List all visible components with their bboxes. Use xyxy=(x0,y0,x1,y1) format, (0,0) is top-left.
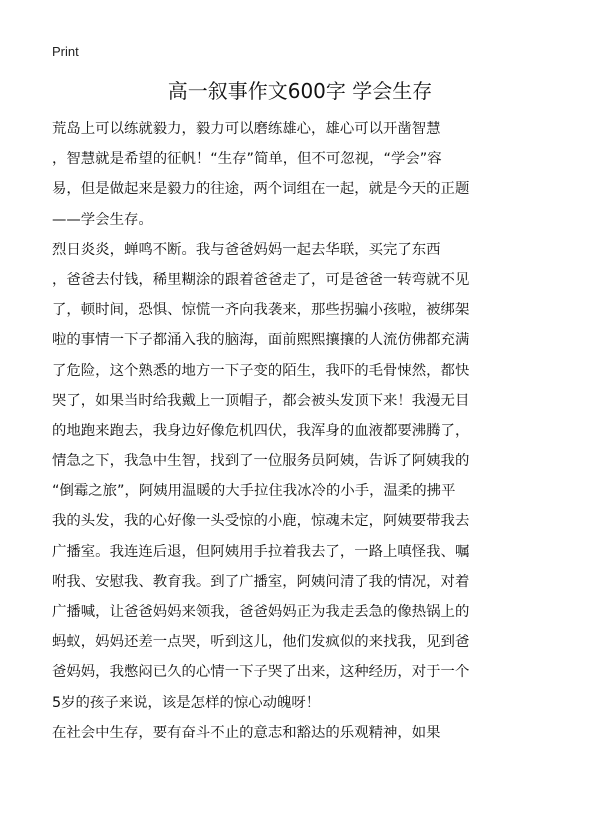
text-line: 哭了，如果当时给我戴上一顶帽子，都会被头发顶下来！我漫无目 xyxy=(52,392,470,409)
print-label: Print xyxy=(52,44,79,59)
document-title: 高一叙事作文600字 学会生存 xyxy=(167,79,433,103)
document-body xyxy=(52,114,552,748)
text-line: ，智慧就是希望的征帆！“生存”简单，但不可忽视，“学会”容 xyxy=(52,151,442,168)
text-line: 咐我、安慰我、教育我。到了广播室，阿姨问清了我的情况，对着 xyxy=(52,573,470,590)
text-line: “倒霉之旅”，阿姨用温暖的大手拉住我冰冷的小手，温柔的拂平 xyxy=(52,483,456,500)
text-line: 我的头发，我的心好像一头受惊的小鹿，惊魂未定，阿姨要带我去 xyxy=(52,513,470,530)
text-line: 蚂蚁，妈妈还差一点哭，听到这儿，他们发疯似的来找我，见到爸 xyxy=(52,634,470,651)
text-line: 烈日炎炎，蝉鸣不断。我与爸爸妈妈一起去华联，买完了东西 xyxy=(52,241,441,258)
text-line: 广播室。我连连后退，但阿姨用手拉着我去了，一路上嗔怪我、嘱 xyxy=(52,543,470,560)
text-line: 广播喊，让爸爸妈妈来领我，爸爸妈妈正为我走丢急的像热锅上的 xyxy=(52,604,470,620)
text-line: 了危险，这个熟悉的地方一下子变的陌生，我吓的毛骨悚然，都快 xyxy=(52,362,470,379)
text-line: 了，顿时间，恐惧、惊慌一齐向我袭来，那些拐骗小孩啦，被绑架 xyxy=(52,302,470,319)
text-line: 易，但是做起来是毅力的往途，两个词组在一起，就是今天的正题 xyxy=(52,181,470,198)
text-line: ——学会生存。 xyxy=(52,211,153,228)
text-line: 的地跑来跑去，我身边好像危机四伏，我浑身的血液都要沸腾了， xyxy=(52,422,470,439)
text-line: 爸妈妈，我憋闷已久的心情一下子哭了出来，这种经历，对于一个 xyxy=(52,664,470,681)
text-line: 情急之下，我急中生智，找到了一位服务员阿姨，告诉了阿姨我的 xyxy=(52,453,470,470)
text-line: 在社会中生存，要有奋斗不止的意志和豁达的乐观精神，如果 xyxy=(52,724,441,741)
text-line: ，爸爸去付钱，稀里糊涂的跟着爸爸走了，可是爸爸一转弯就不见 xyxy=(52,271,470,288)
text-line: 荒岛上可以练就毅力，毅力可以磨练雄心，雄心可以开凿智慧 xyxy=(52,121,441,137)
text-line: 5岁的孩子来说，该是怎样的惊心动魄呀！ xyxy=(52,694,321,711)
text-line: 啦的事情一下子都涌入我的脑海，面前熙熙攘攘的人流仿佛都充满 xyxy=(52,332,470,349)
